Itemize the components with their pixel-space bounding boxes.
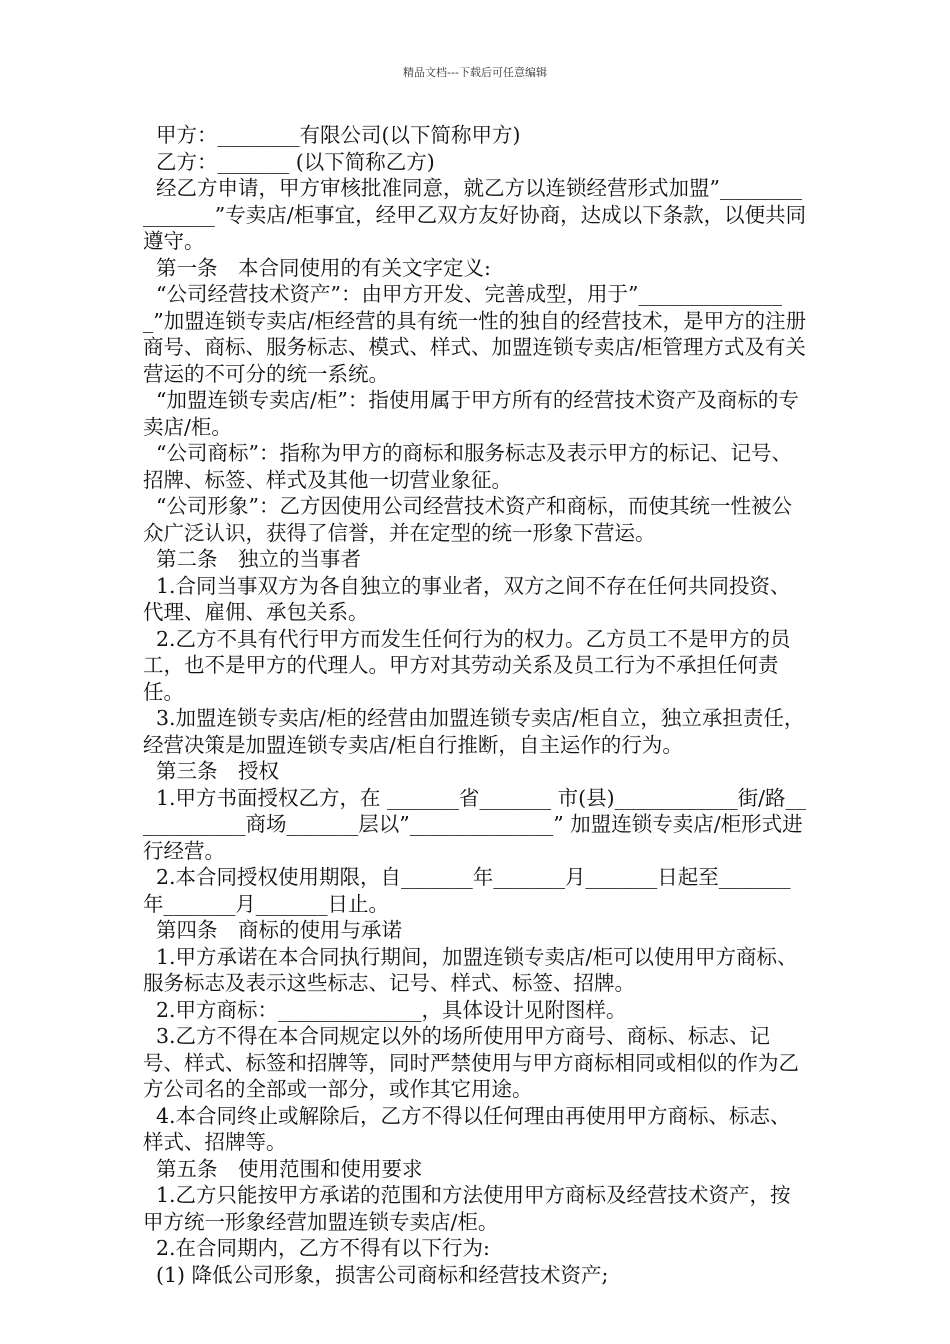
page-header: 精品文档---下载后可任意编辑 xyxy=(403,66,547,79)
definition-franchise-store: “加盟连锁专卖店/柜”：指使用属于甲方所有的经营技术资产及商标的专卖店/柜。 xyxy=(143,388,799,439)
preamble-paragraph: 经乙方申请，甲方审核批准同意，就乙方以连锁经营形式加盟”_______________”专卖店/柜事宜，经甲乙双方友好协商，达成以下条款，以便共同遵守。 xyxy=(143,176,807,253)
article-3-heading: 第三条 授权 xyxy=(156,759,279,783)
article-2-clause-3: 3.加盟连锁专卖店/柜的经营由加盟连锁专卖店/柜自立，独立承担责任，经营决策是加盟连锁专卖店/柜自行推断，自主运作的行为。 xyxy=(143,706,805,757)
article-5-clause-2: 2.在合同期内，乙方不得有以下行为: xyxy=(156,1236,490,1260)
article-2-clause-2: 2.乙方不具有代行甲方而发生任何行为的权力。乙方员工不是甲方的员工，也不是甲方的代理人。甲方对其劳动关系及员工行为不承担任何责任。 xyxy=(143,626,791,704)
article-5-clause-1: 1.乙方只能按甲方承诺的范围和方法使用甲方商标及经营技术资产，按甲方统一形象经营加盟连锁专卖店/柜。 xyxy=(143,1183,791,1234)
contract-body xyxy=(143,122,807,1288)
article-5-item-1: (1) 降低公司形象，损害公司商标和经营技术资产; xyxy=(156,1262,609,1287)
definition-trademark: “公司商标”：指称为甲方的商标和服务标志及表示甲方的标记、记号、招牌、标签、样式及其他一切营业象征。 xyxy=(143,441,792,492)
article-2-heading: 第二条 独立的当事者 xyxy=(156,547,361,571)
article-4-clause-3: 3.乙方不得在本合同规定以外的场所使用甲方商号、商标、标志、记号、样式、标签和招牌等，同时严禁使用与甲方商标相同或相似的作为乙方公司名的全部或一部分，或作其它用途。 xyxy=(143,1024,799,1101)
article-1-heading: 第一条 本合同使用的有关文字定义: xyxy=(156,255,491,280)
party-b-line: 乙方：_______ (以下简称乙方) xyxy=(156,149,435,174)
article-3-clause-2: 2.本合同授权使用期限，自_______年_______月_______日起至_______年_______月_______日止。 xyxy=(143,865,791,916)
article-4-heading: 第四条 商标的使用与承诺 xyxy=(156,918,402,942)
definition-image: “公司形象”：乙方因使用公司经营技术资产和商标，而使其统一性被公众广泛认识，获得了信誉，并在定型的统一形象下营运。 xyxy=(143,494,792,545)
article-5-heading: 第五条 使用范围和使用要求 xyxy=(156,1156,423,1181)
article-2-clause-1: 1.合同当事双方为各自独立的事业者，双方之间不存在任何共同投资、代理、雇佣、承包关系。 xyxy=(143,573,791,624)
article-4-clause-4: 4.本合同终止或解除后，乙方不得以任何理由再使用甲方商标、标志、样式、招牌等。 xyxy=(143,1103,791,1154)
party-a-line: 甲方：________有限公司(以下简称甲方) xyxy=(156,123,521,147)
article-4-clause-2: 2.甲方商标：______________，具体设计见附图样。 xyxy=(156,997,627,1022)
article-4-clause-1: 1.甲方承诺在本合同执行期间，加盟连锁专卖店/柜可以使用甲方商标、服务标志及表示这些标志、记号、样式、标签、招牌。 xyxy=(143,944,798,995)
article-3-clause-1: 1.甲方书面授权乙方，在 _______省_______ 市(县)____________街/路____________商场_______层以”______________” 加盟连锁专卖店/柜形式进行经营。 xyxy=(143,785,806,863)
definition-tech-assets: “公司经营技术资产”：由甲方开发、完善成型，用于”_______________”加盟连锁专卖店/柜经营的具有统一性的独自的经营技术，是甲方的注册商号、商标、服务标志、模式、样式、加盟连锁专卖店/柜管理方式及有关营运的不可分的统一系统。 xyxy=(143,282,807,386)
